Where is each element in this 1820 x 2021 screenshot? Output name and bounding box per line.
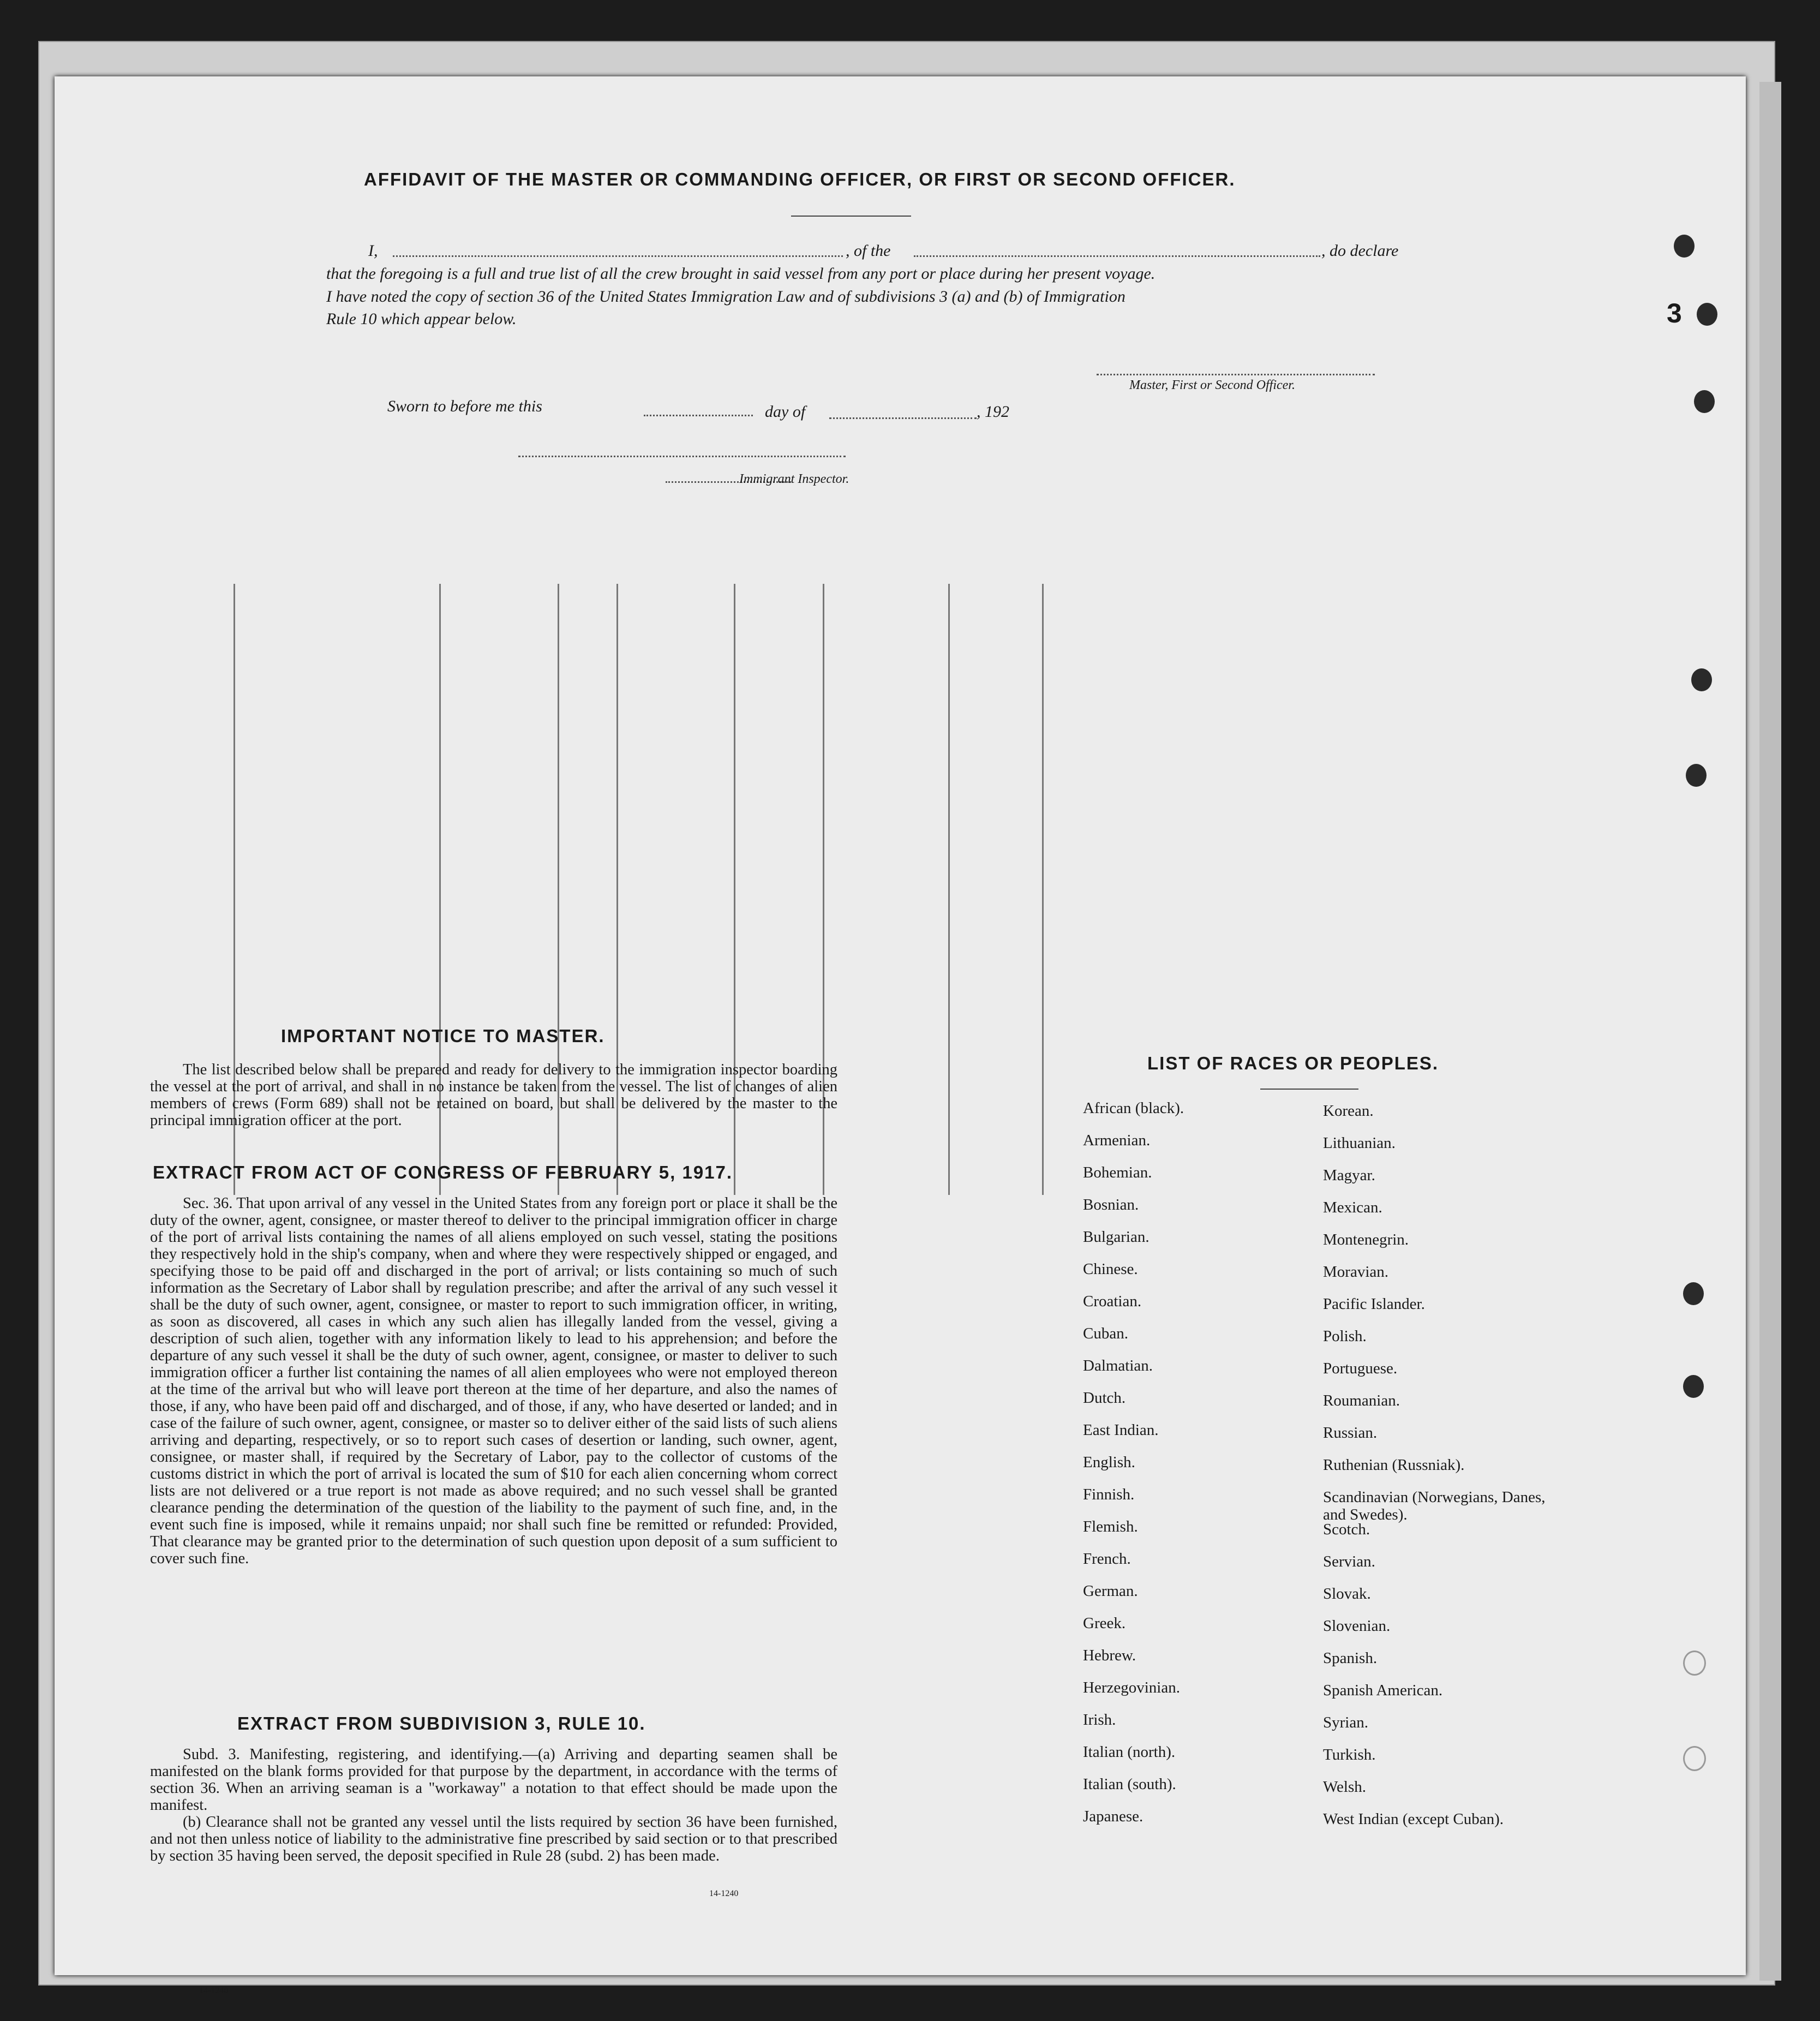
race-item: East Indian. <box>1083 1421 1159 1439</box>
race-item: Bosnian. <box>1083 1196 1139 1213</box>
sworn-label: Sworn to before me this <box>387 397 542 415</box>
race-item: Greek. <box>1083 1615 1126 1632</box>
race-item: Mexican. <box>1323 1199 1382 1216</box>
master-signature-field[interactable] <box>1097 374 1375 375</box>
races-title: LIST OF RACES OR PEOPLES. <box>1147 1053 1439 1073</box>
race-item: Herzegovinian. <box>1083 1679 1180 1696</box>
race-item: Ruthenian (Russniak). <box>1323 1456 1465 1474</box>
notice-title: IMPORTANT NOTICE TO MASTER. <box>281 1026 605 1046</box>
race-item: Bohemian. <box>1083 1164 1152 1181</box>
race-item: Armenian. <box>1083 1132 1151 1149</box>
punch-hole <box>1674 235 1695 258</box>
punch-hole <box>1694 390 1715 413</box>
race-item: Montenegrin. <box>1323 1231 1409 1248</box>
race-item: Hebrew. <box>1083 1647 1136 1664</box>
race-item: French. <box>1083 1550 1131 1568</box>
rule-text: Subd. 3. Manifesting, registering, and identifying.—(a) Arriving and departing seamen shall be manifested on the blank forms provided for that purpose by the department, in accordance with the terms of section 36. When an arriving seaman is a "workaway" a notation to that effect should be made upon the manifest. (b) Clearance shall not be granted any vessel until the lists required by section 36 have been furnished, and not then unless notice of liability to the administrative fine prescribed by said section or to that prescribed by section 35 having been served, the deposit specified in Rule 28 (subd. 2) has been made. <box>150 1746 837 1864</box>
race-item: Polish. <box>1323 1328 1367 1345</box>
act-title: EXTRACT FROM ACT OF CONGRESS OF FEBRUARY 5, 1917. <box>153 1162 733 1182</box>
race-item: Portuguese. <box>1323 1360 1398 1377</box>
affidavit-of-the: , of the <box>846 242 891 260</box>
affidavit-i: I, <box>368 242 378 260</box>
reinforcement-ring <box>1683 1746 1706 1771</box>
year-label: , 192 <box>977 403 1009 421</box>
affidavit-line-1: that the foregoing is a full and true list of all the crew brought in said vessel from any port or place during her present voyage. <box>326 265 1156 283</box>
race-item: Magyar. <box>1323 1167 1375 1184</box>
race-item: Dutch. <box>1083 1389 1126 1407</box>
form-column-line <box>948 584 950 1195</box>
race-item: Finnish. <box>1083 1486 1135 1503</box>
punch-hole <box>1686 764 1707 787</box>
race-item: Welsh. <box>1323 1778 1367 1796</box>
race-item: Scotch. <box>1323 1521 1370 1538</box>
sworn-month-field[interactable] <box>829 417 977 419</box>
race-item: Slovak. <box>1323 1585 1371 1603</box>
affidavit-line-3: Rule 10 which appear below. <box>326 310 517 328</box>
race-item: English. <box>1083 1454 1135 1471</box>
race-item: Italian (north). <box>1083 1743 1176 1761</box>
day-of-label: day of <box>765 403 806 421</box>
race-item: Slovenian. <box>1323 1617 1391 1635</box>
race-item: West Indian (except Cuban). <box>1323 1810 1504 1828</box>
sworn-day-field[interactable] <box>644 415 753 416</box>
race-item: Pacific Islander. <box>1323 1295 1425 1313</box>
reinforcement-ring <box>1683 1651 1706 1676</box>
affidavit-page <box>55 76 1746 1995</box>
races-right-column <box>1323 1102 1552 1843</box>
master-label: Master, First or Second Officer. <box>1129 378 1295 392</box>
race-item: Italian (south). <box>1083 1775 1176 1793</box>
race-item: Irish. <box>1083 1711 1116 1729</box>
race-item: Roumanian. <box>1323 1392 1400 1409</box>
rule-form-number: 14-1240 <box>709 1889 739 1898</box>
race-item: Scandinavian (Norwegians, Danes, and Swedes). <box>1323 1488 1546 1523</box>
race-item: Chinese. <box>1083 1260 1138 1278</box>
notice-text: The list described below shall be prepared and ready for delivery to the immigration inspector boarding the vessel at the port of arrival, and shall in no instance be taken from the vessel. The list of changes of alien members of crews (Form 689) shall not be retained on board, but shall be delivered by the master to the principal immigration officer at the port. <box>150 1061 837 1129</box>
race-item: Lithuanian. <box>1323 1134 1396 1152</box>
punch-hole <box>1691 668 1712 691</box>
title-rule <box>791 216 911 217</box>
race-item: Russian. <box>1323 1424 1378 1442</box>
punch-hole <box>1697 303 1717 326</box>
race-item: Turkish. <box>1323 1746 1376 1763</box>
race-item: German. <box>1083 1582 1138 1600</box>
race-item: Servian. <box>1323 1553 1375 1570</box>
race-item: Korean. <box>1323 1102 1374 1120</box>
footer-form-number: 14-1240 <box>199 1986 229 1995</box>
race-item: Spanish American. <box>1323 1682 1443 1699</box>
affidavit-title: AFFIDAVIT OF THE MASTER OR COMMANDING OFFICER, OR FIRST OR SECOND OFFICER. <box>364 169 1236 189</box>
affidavit-line-2: I have noted the copy of section 36 of the United States Immigration Law and of subdivisions 3 (a) and (b) of Immigration <box>326 288 1125 306</box>
punch-hole <box>1683 1282 1704 1305</box>
race-item: Syrian. <box>1323 1714 1368 1731</box>
races-left-column <box>1083 1099 1323 1840</box>
race-item: Spanish. <box>1323 1649 1378 1667</box>
inspector-signature-field[interactable] <box>518 456 846 457</box>
sheet-edge <box>1759 82 1781 1981</box>
vessel-field[interactable] <box>914 255 1320 257</box>
act-text: Sec. 36. That upon arrival of any vessel in the United States from any foreign port or place it shall be the duty of the owner, agent, consignee, or master thereof to deliver to the principal immigration officer in charge of the port of arrival lists containing the names of all aliens employed on such vessel, stating the positions they respectively hold in the ship's company, when and where they were respectively shipped or engaged, and specifying those to be paid off and discharged in the port of arrival; or lists containing so much of such information as the Secretary of Labor shall by regulation prescribe; and after the arrival of any such vessel it shall be the duty of such owner, agent, consignee, or master to report to such immigration officer, in writing, as soon as discovered, all cases in which any such alien has illegally landed from the vessel, giving a description of such alien, together with any information likely to lead to his apprehension; and before the departure of any such vessel it shall be the duty of such owner, agent, consignee, or master to deliver to such immigration officer a further list containing the names of all alien employees who were not employed thereon at the time of the arrival but who will leave port thereon at the time of her departure, and also the names of those, if any, who have been paid off and discharged, and of those, if any, who have deserted or landed; and in case of the failure of such owner, agent, consignee, or master so to deliver either of the said lists of such aliens arriving and departing, respectively, or so to report such cases of desertion or landing, such owner, agent, consignee, or master shall, if required by the Secretary of Labor, pay to the collector of customs of the customs district in which the port of arrival is located the sum of $10 for each alien concerning whom correct lists are not delivered or a true report is not made as above required; and no such vessel shall be granted clearance pending the determination of the question of the liability to the payment of such fine, and, in the event such fine is imposed, while it remains unpaid; nor shall such fine be remitted or refunded: Provided, That clearance may be granted prior to the determination of such question upon deposit of a sum sufficient to cover such fine. <box>150 1195 837 1567</box>
race-item: African (black). <box>1083 1099 1184 1117</box>
form-column-line <box>1042 584 1044 1195</box>
rule-title: EXTRACT FROM SUBDIVISION 3, RULE 10. <box>237 1713 646 1733</box>
race-item: Croatian. <box>1083 1293 1142 1310</box>
name-field[interactable] <box>393 255 843 257</box>
races-title-rule <box>1260 1089 1358 1090</box>
punch-hole <box>1683 1375 1704 1398</box>
affidavit-do-declare: , do declare <box>1321 242 1399 260</box>
page-number: 3 <box>1667 298 1682 328</box>
race-item: Dalmatian. <box>1083 1357 1153 1374</box>
race-item: Bulgarian. <box>1083 1228 1150 1246</box>
race-item: Moravian. <box>1323 1263 1388 1281</box>
race-item: Flemish. <box>1083 1518 1138 1535</box>
race-item: Cuban. <box>1083 1325 1128 1342</box>
inspector-label: Immigrant Inspector. <box>739 472 849 486</box>
race-item: Japanese. <box>1083 1808 1144 1825</box>
